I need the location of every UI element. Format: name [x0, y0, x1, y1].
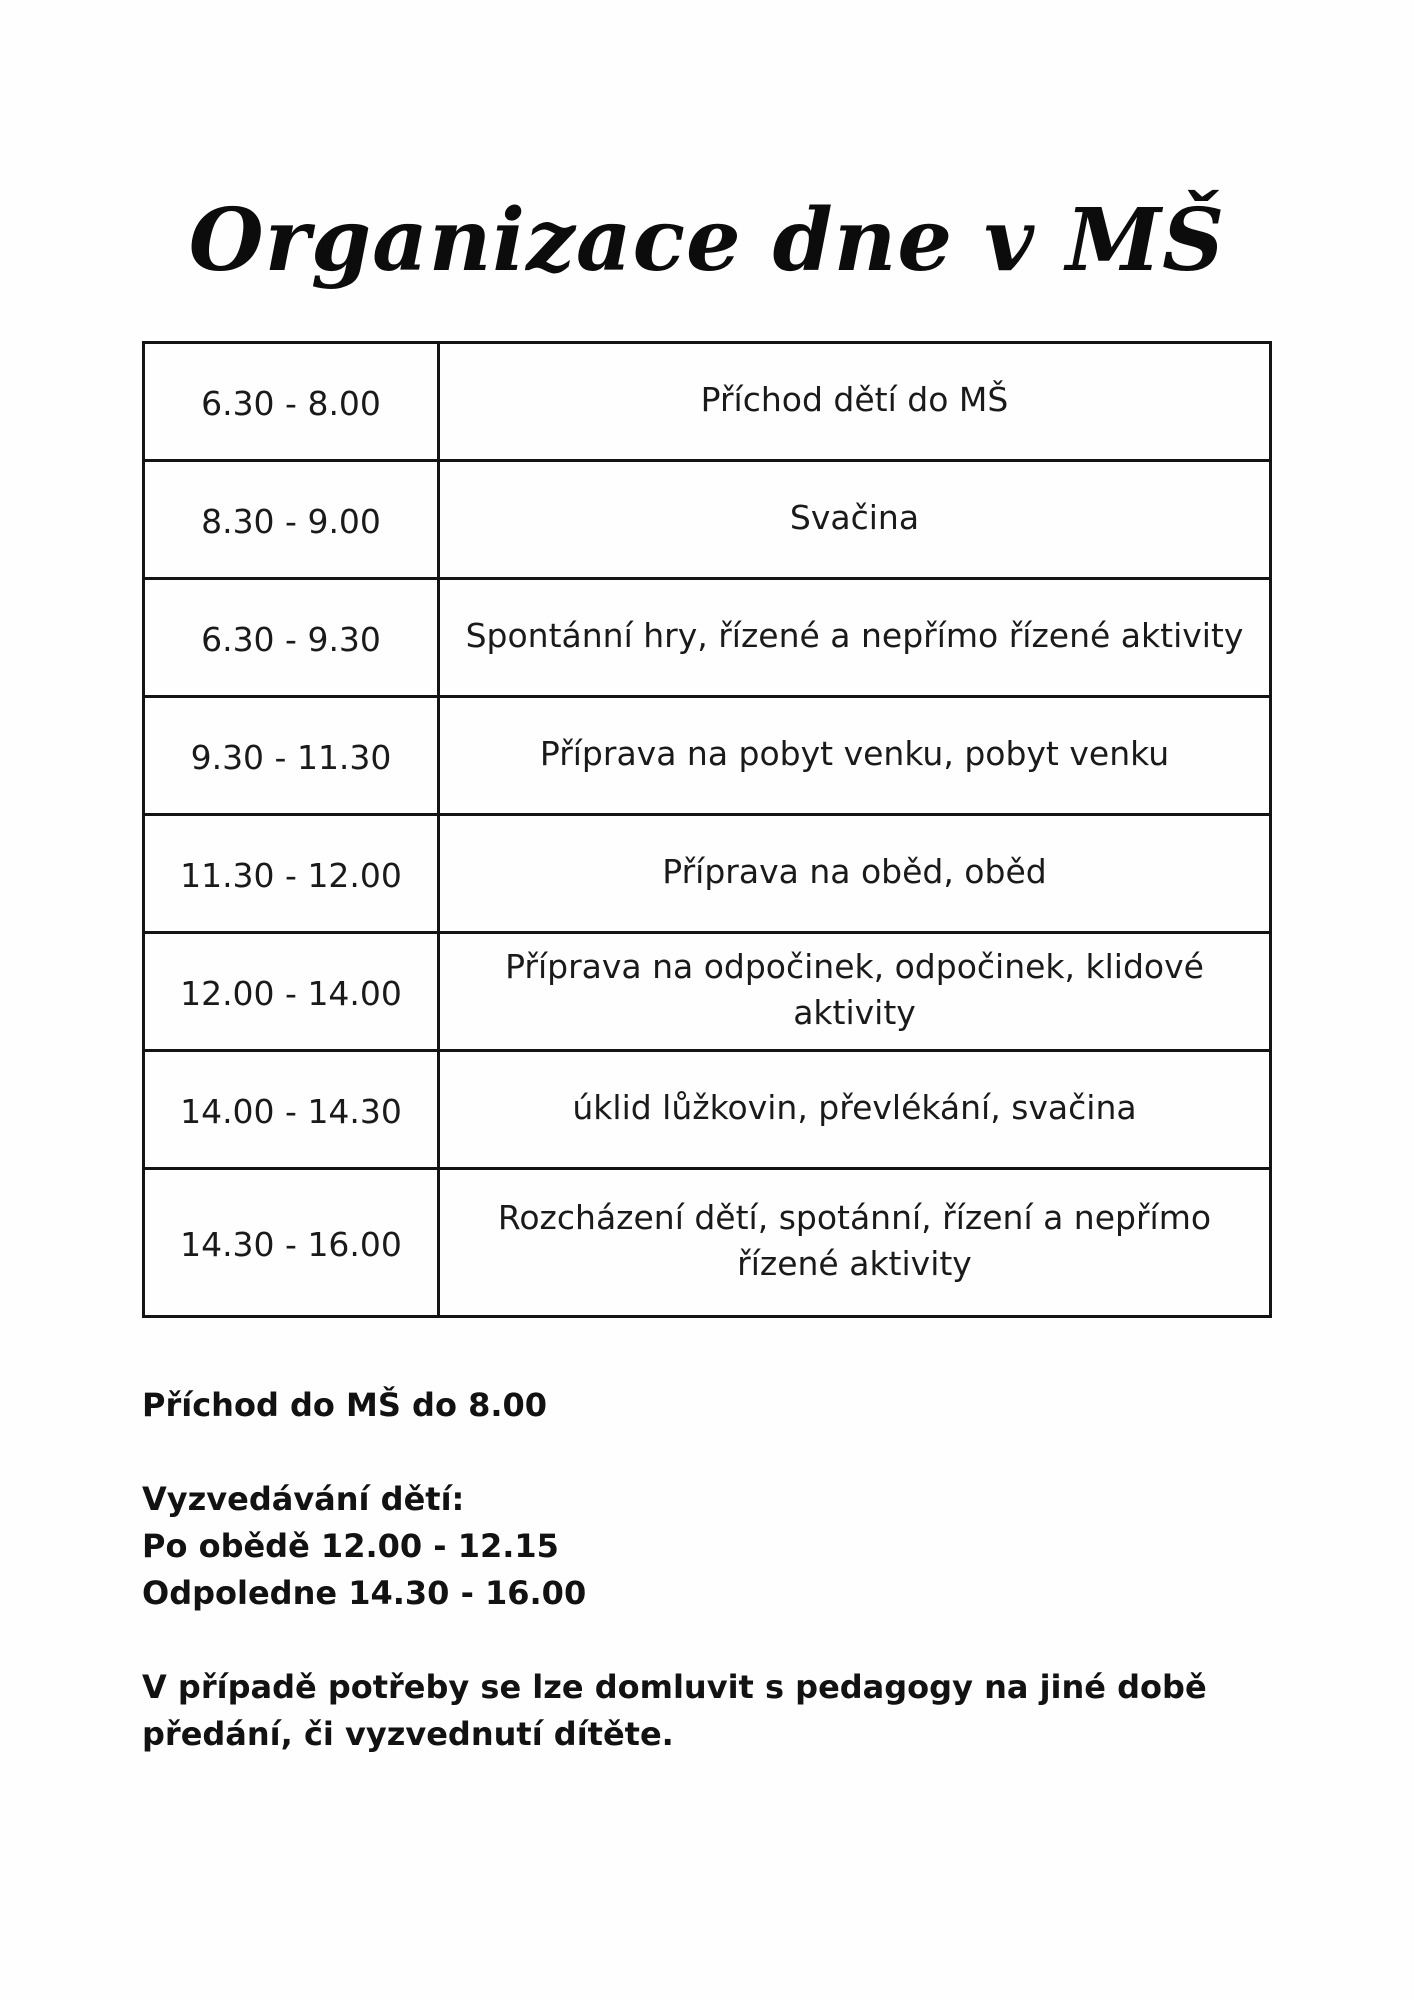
table-row	[144, 1169, 1271, 1317]
arrival-note: Příchod do MŠ do 8.00	[142, 1386, 548, 1424]
table-row	[144, 343, 1271, 461]
time-cell: 14.30 - 16.00	[144, 1169, 439, 1317]
table-row	[144, 1051, 1271, 1169]
activity-cell: úklid lůžkovin, převlékání, svačina	[439, 1051, 1271, 1169]
activity-cell: Rozcházení dětí, spotánní, řízení a nepřímo řízené aktivity	[439, 1169, 1271, 1317]
time-cell: 14.00 - 14.30	[144, 1051, 439, 1169]
page-title: Organizace dne v MŠ	[188, 189, 1226, 291]
notes-section	[142, 1382, 1282, 1758]
activity-cell: Příprava na pobyt venku, pobyt venku	[439, 697, 1271, 815]
pickup-afternoon: Odpoledne 14.30 - 16.00	[142, 1574, 587, 1612]
time-cell: 6.30 - 9.30	[144, 579, 439, 697]
table-row	[144, 461, 1271, 579]
activity-cell: Spontánní hry, řízené a nepřímo řízené aktivity	[439, 579, 1271, 697]
activity-cell: Svačina	[439, 461, 1271, 579]
activity-cell: Příprava na odpočinek, odpočinek, klidové aktivity	[439, 933, 1271, 1051]
table-row	[144, 579, 1271, 697]
table-row	[144, 697, 1271, 815]
schedule-table	[142, 341, 1272, 1318]
pickup-heading: Vyzvedávání dětí:	[142, 1480, 465, 1518]
other-arrangement-note: V případě potřeby se lze domluvit s pedagogy na jiné době předání, či vyzvednutí dítěte.	[142, 1668, 1207, 1753]
time-cell: 6.30 - 8.00	[144, 343, 439, 461]
activity-cell: Příchod dětí do MŠ	[439, 343, 1271, 461]
pickup-after-lunch: Po obědě 12.00 - 12.15	[142, 1527, 559, 1565]
time-cell: 8.30 - 9.00	[144, 461, 439, 579]
table-row	[144, 815, 1271, 933]
table-row	[144, 933, 1271, 1051]
time-cell: 12.00 - 14.00	[144, 933, 439, 1051]
time-cell: 9.30 - 11.30	[144, 697, 439, 815]
time-cell: 11.30 - 12.00	[144, 815, 439, 933]
activity-cell: Příprava na oběd, oběd	[439, 815, 1271, 933]
